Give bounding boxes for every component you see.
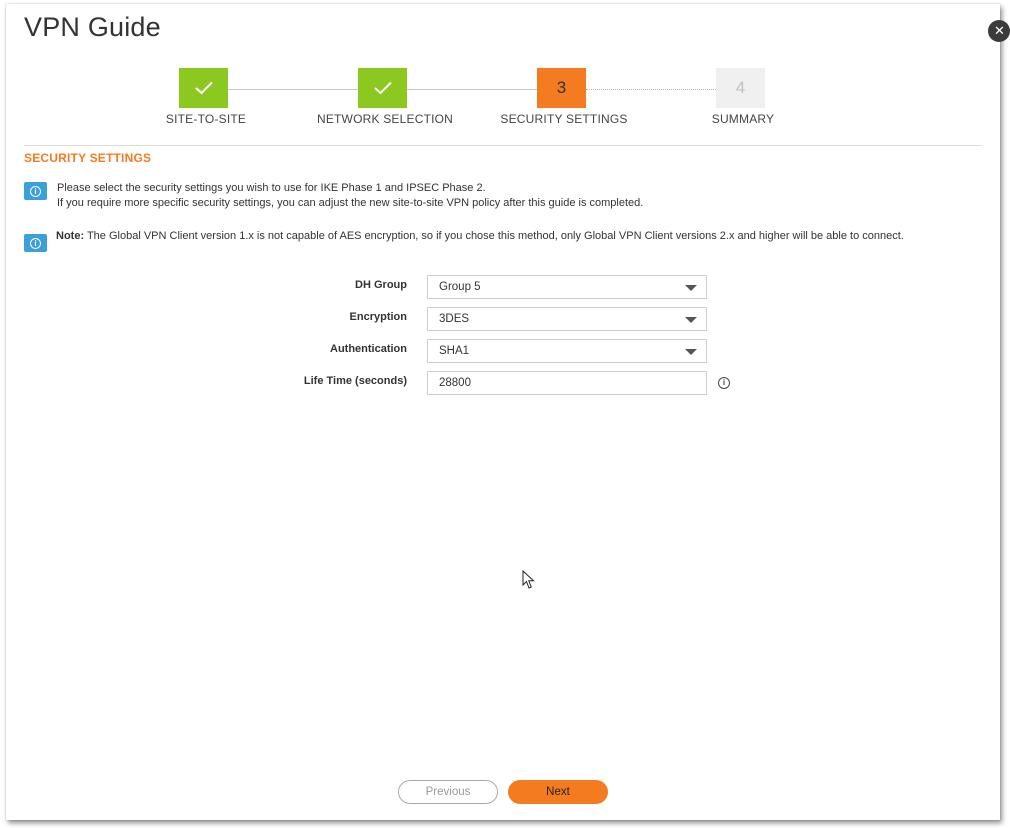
step-2-label: NETWORK SELECTION: [316, 112, 454, 126]
life-time-label: Life Time (seconds): [303, 375, 407, 387]
authentication-value: SHA1: [439, 345, 470, 357]
mouse-cursor-icon: [522, 570, 536, 590]
vpn-guide-dialog: [6, 4, 1000, 820]
note-label: Note:: [56, 230, 85, 242]
previous-button[interactable]: Previous: [398, 780, 498, 804]
dh-group-value: Group 5: [439, 281, 481, 293]
info-message: [24, 181, 643, 211]
encryption-select[interactable]: [427, 307, 707, 331]
next-button[interactable]: Next: [508, 780, 608, 804]
life-time-input[interactable]: [427, 371, 707, 395]
close-icon[interactable]: ✕: [988, 20, 1010, 42]
step-4-label: SUMMARY: [711, 112, 775, 126]
encryption-label: Encryption: [349, 311, 407, 323]
authentication-select[interactable]: [427, 339, 707, 363]
step-connector: [586, 89, 716, 90]
info-line-1: Please select the security settings you wish to use for IKE Phase 1 and IPSEC Phase 2.: [57, 182, 486, 194]
step-2-marker: [358, 68, 407, 108]
info-icon: i: [24, 234, 47, 252]
check-icon: [373, 80, 393, 96]
step-1-label: SITE-TO-SITE: [165, 112, 247, 126]
dh-group-select[interactable]: [427, 275, 707, 299]
chevron-down-icon: [685, 349, 697, 355]
page-title: VPN Guide: [24, 12, 161, 42]
section-title: SECURITY SETTINGS: [24, 151, 152, 165]
step-3-label: SECURITY SETTINGS: [500, 112, 628, 126]
note-text: [56, 229, 904, 244]
step-connector: [228, 89, 358, 90]
life-time-value: 28800: [439, 377, 471, 389]
check-icon: [194, 80, 214, 96]
info-icon: i: [24, 182, 47, 200]
note-message: [24, 229, 964, 252]
step-4-marker: 4: [716, 68, 765, 108]
info-icon[interactable]: i: [718, 377, 730, 389]
note-body: The Global VPN Client version 1.x is not capable of AES encryption, so if you chose this method, only Global VPN Client versions 2.x and higher will be able to connect.: [84, 230, 904, 242]
encryption-value: 3DES: [439, 313, 470, 325]
info-text: [57, 181, 643, 211]
step-3-marker: 3: [537, 68, 586, 108]
section-divider: [24, 145, 982, 146]
step-connector: [407, 89, 537, 90]
chevron-down-icon: [685, 317, 697, 323]
step-1-marker: [179, 68, 228, 108]
authentication-label: Authentication: [330, 343, 407, 355]
info-line-2: If you require more specific security settings, you can adjust the new site-to-site VPN policy after this guide is completed.: [57, 197, 644, 209]
dh-group-label: DH Group: [355, 279, 407, 291]
chevron-down-icon: [685, 285, 697, 291]
